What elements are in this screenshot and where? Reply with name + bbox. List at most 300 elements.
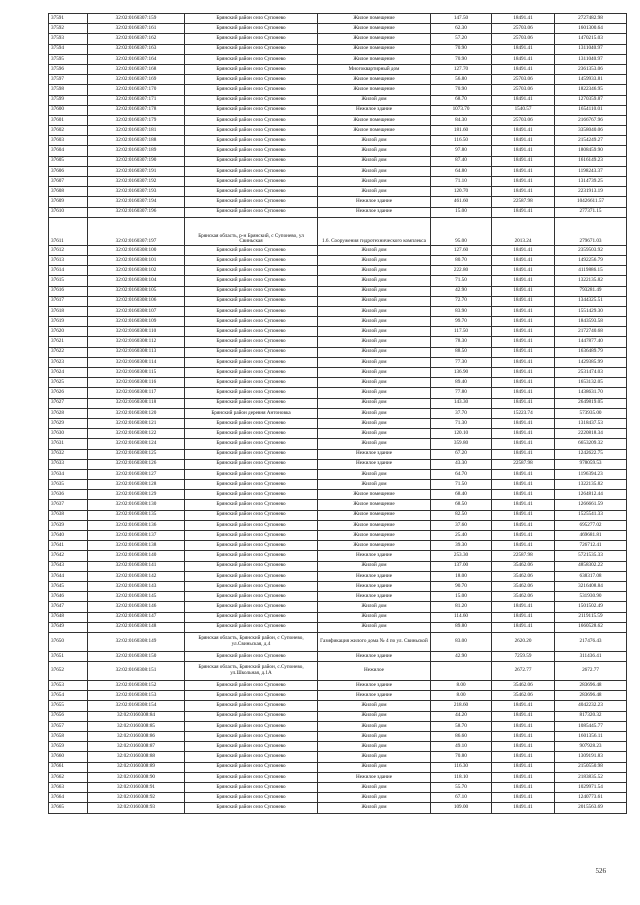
area-cell: 37.60 [431,520,492,530]
object-type-cell: Жилой дом [318,439,431,449]
object-type-cell: Жилой дом [318,378,431,388]
row-number-cell: 37621 [49,337,88,347]
table-row [49,306,627,316]
cadastral-value-cell: 1653132.05 [555,378,627,388]
object-type-cell: Жилое помещение [318,531,431,541]
cadastral-value-cell: 1601356.11 [555,732,627,742]
address-cell: Брянский район село Супонево [185,418,318,428]
row-number-cell: 37606 [49,166,88,176]
object-type-cell: Жилое помещение [318,126,431,136]
object-type-cell: Жилой дом [318,711,431,721]
row-number-cell: 37607 [49,177,88,187]
area-cell: 97.80 [431,146,492,156]
cadastral-value-cell: 2531474.03 [555,368,627,378]
address-cell: Брянский район село Супонево [185,510,318,520]
address-cell: Брянский район село Супонево [185,115,318,125]
row-number-cell: 37650 [49,632,88,651]
specific-value-cell: 18491.41 [492,762,555,772]
cadastral-value-cell: 978059.53 [555,459,627,469]
area-cell: 84.30 [431,115,492,125]
cadastral-number-cell: 32:02:0160307:164 [88,54,185,64]
cadastral-value-cell: 2727482.98 [555,14,627,24]
table-row [49,14,627,24]
area-cell: 116.50 [431,136,492,146]
area-cell: 90.70 [431,581,492,591]
address-cell: Брянский район село Супонево [185,276,318,286]
area-cell: 39.30 [431,541,492,551]
area-cell: 70.80 [431,752,492,762]
cadastral-number-cell: 32:02:0160308:89 [88,762,185,772]
table-row [49,772,627,782]
row-number-cell: 37599 [49,95,88,105]
object-type-cell: Нежилое здание [318,681,431,691]
address-cell: Брянский район село Супонево [185,803,318,813]
area-cell: 58.70 [431,721,492,731]
cadastral-number-cell: 32:02:0160307:189 [88,146,185,156]
address-cell: Брянский район село Супонево [185,793,318,803]
cadastral-value-cell: 469681.81 [555,531,627,541]
object-type-cell: Жилой дом [318,347,431,357]
address-cell: Брянский район село Супонево [185,197,318,207]
area-cell: 127.70 [431,64,492,74]
row-number-cell: 37646 [49,592,88,602]
cadastral-number-cell: 32:02:0160308:90 [88,772,185,782]
address-cell: Брянский район село Супонево [185,24,318,34]
table-row [49,541,627,551]
specific-value-cell: 18491.41 [492,347,555,357]
row-number-cell: 37595 [49,54,88,64]
specific-value-cell: 18491.41 [492,439,555,449]
object-type-cell: Жилой дом [318,762,431,772]
cadastral-value-cell: 1822346.95 [555,85,627,95]
table-row [49,592,627,602]
cadastral-value-cell: 1322135.82 [555,480,627,490]
table-row [49,146,627,156]
address-cell: Брянский район село Супонево [185,592,318,602]
table-row [49,651,627,661]
table-row [49,286,627,296]
area-cell: 81.20 [431,602,492,612]
object-type-cell: Жилой дом [318,368,431,378]
object-type-cell: Жилое помещение [318,500,431,510]
cadastral-value-cell: 5721535.33 [555,551,627,561]
cadastral-value-cell: 2672.77 [555,662,627,681]
cadastral-number-cell: 32:02:0160308:109 [88,317,185,327]
area-cell: 99.70 [431,317,492,327]
table-row [49,217,627,245]
address-cell: Брянский район село Супонево [185,500,318,510]
specific-value-cell: 35462.06 [492,561,555,571]
table-row [49,136,627,146]
table-row [49,490,627,500]
specific-value-cell: 2620.20 [492,632,555,651]
area-cell: 71.30 [431,418,492,428]
row-number-cell: 37631 [49,439,88,449]
object-type-cell: Жилой дом [318,146,431,156]
row-number-cell: 37624 [49,368,88,378]
row-number-cell: 37591 [49,14,88,24]
area-cell: 68.50 [431,500,492,510]
area-cell: 77.80 [431,388,492,398]
object-type-cell: Жилой дом [318,187,431,197]
specific-value-cell: 18491.41 [492,418,555,428]
cadastral-number-cell: 32:02:0160308:116 [88,378,185,388]
row-number-cell: 37659 [49,742,88,752]
table-row [49,742,627,752]
cadastral-value-cell: 1242622.75 [555,449,627,459]
address-cell: Брянский район село Супонево [185,126,318,136]
cadastral-value-cell: 1447877.40 [555,337,627,347]
table-row [49,408,627,418]
row-number-cell: 37597 [49,75,88,85]
address-cell: Брянский район село Супонево [185,691,318,701]
object-type-cell: Жилой дом [318,701,431,711]
table-row [49,255,627,265]
row-number-cell: 37601 [49,115,88,125]
cadastral-number-cell: 32:02:0160308:121 [88,418,185,428]
row-number-cell: 37644 [49,571,88,581]
area-cell: 42.90 [431,286,492,296]
specific-value-cell: 2672.77 [492,662,555,681]
table-row [49,85,627,95]
specific-value-cell: 18491.41 [492,156,555,166]
cadastral-value-cell: 1344325.51 [555,296,627,306]
cadastral-number-cell: 32:02:0160308:114 [88,357,185,367]
table-row [49,439,627,449]
table-row [49,95,627,105]
row-number-cell: 37619 [49,317,88,327]
cadastral-value-cell: 6653209.32 [555,439,627,449]
table-row [49,520,627,530]
cadastral-number-cell: 32:02:0160308:105 [88,286,185,296]
row-number-cell: 37645 [49,581,88,591]
address-cell: Брянский район село Супонево [185,571,318,581]
specific-value-cell: 18491.41 [492,398,555,408]
cadastral-number-cell: 32:02:0160308:138 [88,541,185,551]
row-number-cell: 37613 [49,255,88,265]
object-type-cell: Жилой дом [318,95,431,105]
table-row [49,571,627,581]
cadastral-value-cell: 283696.48 [555,691,627,701]
cadastral-number-cell: 32:02:0160307:190 [88,156,185,166]
row-number-cell: 37647 [49,602,88,612]
object-type-cell: Жилой дом [318,276,431,286]
address-cell: Брянский район село Супонево [185,388,318,398]
specific-value-cell: 18491.41 [492,742,555,752]
address-cell: Брянский район село Супонево [185,711,318,721]
table-row [49,126,627,136]
row-number-cell: 37603 [49,136,88,146]
table-row [49,156,627,166]
cadastral-number-cell: 32:02:0160307:169 [88,75,185,85]
object-type-cell: Жилое помещение [318,115,431,125]
area-cell: 109.00 [431,803,492,813]
row-number-cell: 37634 [49,469,88,479]
cadastral-value-cell: 1322135.82 [555,276,627,286]
address-cell: Брянский район село Супонево [185,439,318,449]
address-cell: Брянский район село Супонево [185,64,318,74]
specific-value-cell: 22587.98 [492,551,555,561]
cadastral-number-cell: 32:02:0160308:86 [88,732,185,742]
cadastral-number-cell: 32:02:0160308:85 [88,721,185,731]
address-cell: Брянский район село Супонево [185,762,318,772]
specific-value-cell: 18491.41 [492,793,555,803]
object-type-cell: Жилой дом [318,732,431,742]
table-row [49,327,627,337]
row-number-cell: 37648 [49,612,88,622]
row-number-cell: 37610 [49,207,88,217]
table-row [49,681,627,691]
table-row [49,266,627,276]
cadastral-number-cell: 32:02:0160308:91 [88,782,185,792]
cadastral-number-cell: 32:02:0160308:104 [88,276,185,286]
address-cell: Брянский район село Супонево [185,752,318,762]
object-type-cell: Жилое помещение [318,510,431,520]
row-number-cell: 37658 [49,732,88,742]
area-cell: 55.70 [431,782,492,792]
area-cell: 56.80 [431,75,492,85]
area-cell: 70.90 [431,54,492,64]
cadastral-value-cell: 2183835.52 [555,772,627,782]
cadastral-value-cell: 1654110.01 [555,105,627,115]
object-type-cell: Жилой дом [318,408,431,418]
table-row [49,531,627,541]
object-type-cell: Жилой дом [318,742,431,752]
table-row [49,793,627,803]
specific-value-cell: 18491.41 [492,490,555,500]
cadastral-value-cell: 1266661.59 [555,500,627,510]
cadastral-number-cell: 32:02:0160307:193 [88,187,185,197]
table-row [49,105,627,115]
specific-value-cell: 18491.41 [492,541,555,551]
row-number-cell: 37604 [49,146,88,156]
address-cell: Брянский район деревня Антоновка [185,408,318,418]
address-cell: Брянский район село Супонево [185,469,318,479]
specific-value-cell: 18491.41 [492,245,555,255]
specific-value-cell: 18491.41 [492,378,555,388]
cadastral-value-cell: 1601300.64 [555,24,627,34]
table-row [49,317,627,327]
area-cell: 222.80 [431,266,492,276]
cadastral-number-cell: 32:02:0160308:113 [88,347,185,357]
area-cell: 120.10 [431,429,492,439]
object-type-cell: Жилое помещение [318,541,431,551]
specific-value-cell: 18491.41 [492,306,555,316]
table-row [49,732,627,742]
table-row [49,459,627,469]
area-cell: 62.30 [431,24,492,34]
specific-value-cell: 18491.41 [492,752,555,762]
row-number-cell: 37635 [49,480,88,490]
area-cell: 15.00 [431,207,492,217]
cadastral-value-cell: 277371.15 [555,207,627,217]
cadastral-number-cell: 32:02:0160308:127 [88,469,185,479]
cadastral-value-cell: 1492256.79 [555,255,627,265]
cadastral-number-cell: 32:02:0160308:100 [88,245,185,255]
cadastral-value-cell: 1198243.37 [555,166,627,176]
object-type-cell: Жилой дом [318,612,431,622]
row-number-cell: 37596 [49,64,88,74]
cadastral-number-cell: 32:02:0160307:162 [88,34,185,44]
cadastral-number-cell: 32:02:0160308:93 [88,803,185,813]
table-row [49,207,627,217]
cadastral-number-cell: 32:02:0160308:147 [88,612,185,622]
cadastral-value-cell: 573935.00 [555,408,627,418]
address-cell: Брянский район село Супонево [185,337,318,347]
cadastral-value-cell: 3216408.84 [555,581,627,591]
row-number-cell: 37614 [49,266,88,276]
cadastral-value-cell: 4858302.22 [555,561,627,571]
address-cell: Брянский район село Супонево [185,681,318,691]
cadastral-value-cell: 1270359.87 [555,95,627,105]
specific-value-cell: 18491.41 [492,782,555,792]
row-number-cell: 37630 [49,429,88,439]
object-type-cell: Нежилое здание [318,551,431,561]
area-cell: 44.20 [431,711,492,721]
specific-value-cell: 18491.41 [492,146,555,156]
table-row [49,115,627,125]
table-row [49,245,627,255]
row-number-cell: 37662 [49,772,88,782]
cadastral-value-cell: 2649819.05 [555,398,627,408]
row-number-cell: 37641 [49,541,88,551]
cadastral-value-cell: 907928.23 [555,742,627,752]
address-cell: Брянский район село Супонево [185,207,318,217]
area-cell: 68.40 [431,490,492,500]
specific-value-cell: 25703.06 [492,75,555,85]
specific-value-cell: 18491.41 [492,337,555,347]
object-type-cell: Нежилое здание [318,207,431,217]
object-type-cell: Жилое помещение [318,54,431,64]
address-cell: Брянский район село Супонево [185,398,318,408]
cadastral-value-cell: 3358040.06 [555,126,627,136]
cadastral-value-cell: 2359503.92 [555,245,627,255]
cadastral-number-cell: 32:02:0160307:191 [88,166,185,176]
specific-value-cell: 25703.06 [492,24,555,34]
object-type-cell: Жилой дом [318,803,431,813]
row-number-cell: 37618 [49,306,88,316]
area-cell: 80.70 [431,255,492,265]
object-type-cell: Жилое помещение [318,34,431,44]
area-cell: 67.10 [431,793,492,803]
specific-value-cell: 35462.06 [492,691,555,701]
cadastral-number-cell: 32:02:0160308:153 [88,691,185,701]
row-number-cell: 37623 [49,357,88,367]
specific-value-cell: 35462.06 [492,681,555,691]
page-number: 526 [595,867,606,875]
cadastral-number-cell: 32:02:0160308:148 [88,622,185,632]
area-cell: 88.50 [431,347,492,357]
specific-value-cell: 1540.57 [492,105,555,115]
row-number-cell: 37592 [49,24,88,34]
cadastral-value-cell: 279671.03 [555,217,627,245]
object-type-cell: Жилой дом [318,388,431,398]
cadastral-number-cell: 32:02:0160308:112 [88,337,185,347]
area-cell: 68.70 [431,95,492,105]
specific-value-cell: 22587.98 [492,197,555,207]
area-cell: 143.30 [431,398,492,408]
object-type-cell: Жилое помещение [318,520,431,530]
specific-value-cell: 18491.41 [492,510,555,520]
specific-value-cell: 18491.41 [492,64,555,74]
cadastral-value-cell: 2154249.27 [555,136,627,146]
address-cell: Брянский район село Супонево [185,561,318,571]
address-cell: Брянский район село Супонево [185,480,318,490]
row-number-cell: 37656 [49,711,88,721]
cadastral-value-cell: 2220818.34 [555,429,627,439]
specific-value-cell: 18491.41 [492,772,555,782]
area-cell: 461.60 [431,197,492,207]
specific-value-cell: 18491.41 [492,388,555,398]
table-row [49,701,627,711]
row-number-cell: 37664 [49,793,88,803]
cadastral-number-cell: 32:02:0160308:107 [88,306,185,316]
table-row [49,34,627,44]
object-type-cell: Нежилое здание [318,197,431,207]
row-number-cell: 37639 [49,520,88,530]
object-type-cell: Газификация жилого дома № 4 по ул. Свиньской [318,632,431,651]
table-row [49,398,627,408]
cadastral-value-cell: 1501502.49 [555,602,627,612]
table-row [49,429,627,439]
cadastral-number-cell: 32:02:0160308:87 [88,742,185,752]
row-number-cell: 37657 [49,721,88,731]
cadastral-number-cell: 32:02:0160307:168 [88,64,185,74]
cadastral-value-cell: 1843593.58 [555,317,627,327]
area-cell: 136.90 [431,368,492,378]
object-type-cell: Нежилое здание [318,105,431,115]
area-cell: 71.50 [431,276,492,286]
cadastral-value-cell: 2231913.19 [555,187,627,197]
address-cell: Брянский район село Супонево [185,602,318,612]
address-cell: Брянская область, Брянский район, с Супонево, ул.Свиньская, д.4 [185,632,318,651]
row-number-cell: 37605 [49,156,88,166]
cadastral-number-cell: 32:02:0160308:151 [88,662,185,681]
area-cell: 118.10 [431,772,492,782]
table-row [49,782,627,792]
address-cell: Брянский район село Супонево [185,286,318,296]
object-type-cell: Жилой дом [318,782,431,792]
area-cell: 64.80 [431,166,492,176]
cadastral-number-cell: 32:02:0160308:149 [88,632,185,651]
address-cell: Брянский район село Супонево [185,721,318,731]
cadastral-value-cell: 638317.08 [555,571,627,581]
cadastral-value-cell: 311436.41 [555,651,627,661]
row-number-cell: 37654 [49,691,88,701]
object-type-cell: Жилой дом [318,337,431,347]
cadastral-number-cell: 32:02:0160308:122 [88,429,185,439]
cadastral-number-cell: 32:02:0160308:130 [88,500,185,510]
cadastral-value-cell: 217476.43 [555,632,627,651]
specific-value-cell: 18491.41 [492,177,555,187]
address-cell: Брянский район село Супонево [185,266,318,276]
address-cell: Брянский район село Супонево [185,255,318,265]
area-cell: 120.70 [431,187,492,197]
cadastral-value-cell: 1240773.61 [555,793,627,803]
cadastral-value-cell: 726712.41 [555,541,627,551]
cadastral-number-cell: 32:02:0160308:141 [88,561,185,571]
object-type-cell: Жилое помещение [318,44,431,54]
cadastral-number-cell: 32:02:0160308:110 [88,327,185,337]
row-number-cell: 37600 [49,105,88,115]
area-cell: 114.60 [431,612,492,622]
object-type-cell: Нежилое здание [318,459,431,469]
address-cell: Брянский район село Супонево [185,612,318,622]
address-cell: Брянский район село Супонево [185,347,318,357]
specific-value-cell: 18491.41 [492,14,555,24]
table-row [49,480,627,490]
object-type-cell: Нежилое здание [318,651,431,661]
